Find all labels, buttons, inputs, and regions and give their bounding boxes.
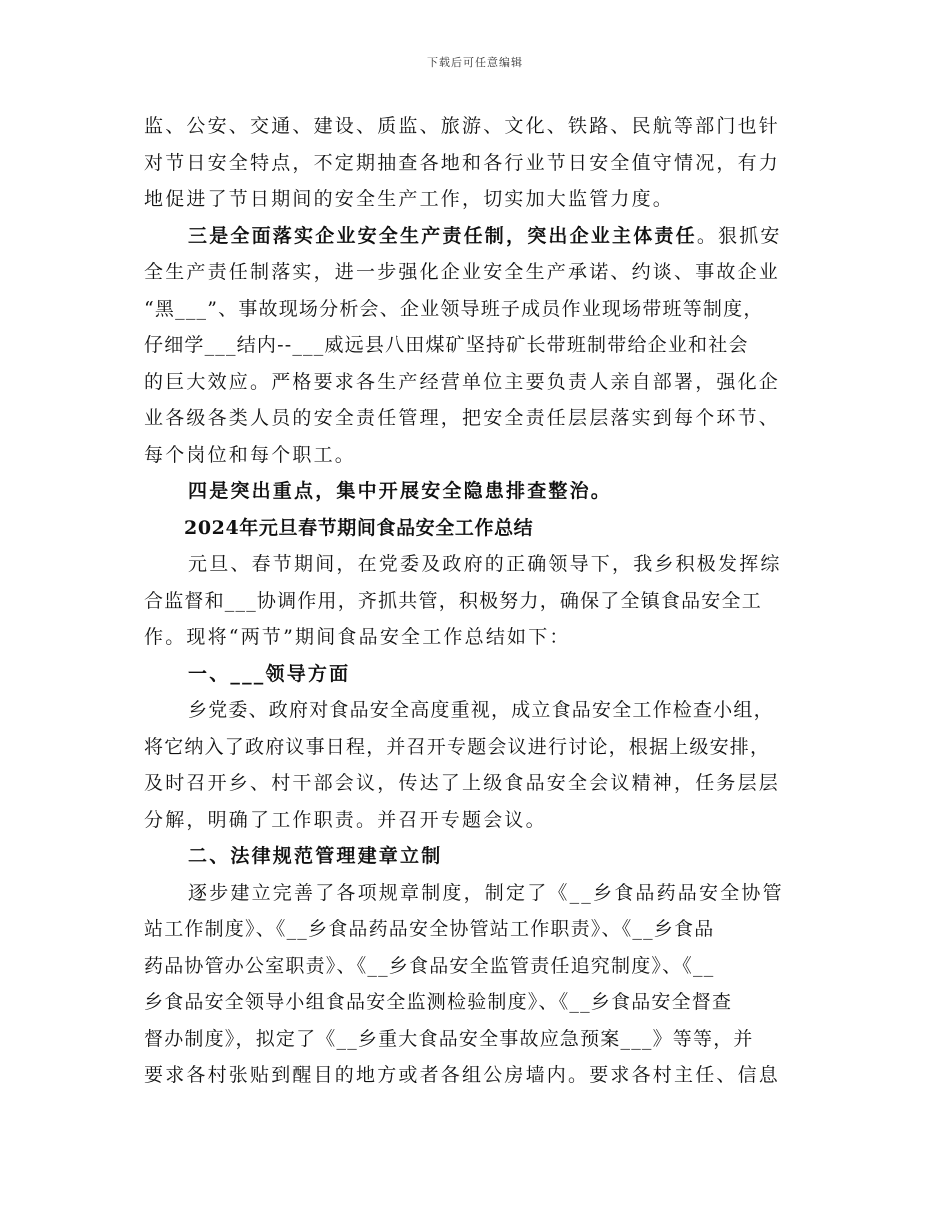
section-two-line-1: 逐步建立完善了各项规章制度，制定了《__乡食品药品安全协管 [188,881,784,904]
paragraph-line-2: 对节日安全特点，不定期抽查各地和各行业节日安全值守情况，有力 [144,151,781,174]
section-two-heading: 二、法律规范管理建章立制 [188,845,443,867]
section-two-line-5: 督办制度》，拟定了《__乡重大食品安全事故应急预案___》等等，并 [144,1027,754,1050]
paragraph-line-1: 监、公安、交通、建设、质监、旅游、文化、铁路、民航等部门也针 [144,115,781,137]
section-three-lead: 三是全面落实企业安全生产责任制，突出企业主体责任。狠抓安 [188,224,782,247]
intro-line-1: 元旦、春节期间，在党委及政府的正确领导下，我乡积极发挥综 [188,553,782,575]
intro-line-2: 合监督和___协调作用，齐抓共管，积极努力，确保了全镇食品安全工 [144,589,762,612]
document-body [144,108,810,1094]
paragraph-line-3: 地促进了节日期间的安全生产工作，切实加大监管力度。 [144,188,675,210]
section-one-line-1: 乡党委、政府对食品安全高度重视，成立食品安全工作检查小组， [188,699,774,721]
section-one-line-3: 及时召开乡、村干部会议，传达了上级食品安全会议精神，任务层层 [144,772,781,794]
document-title: 2024年元旦春节期间食品安全工作总结 [184,516,534,539]
section-one-heading: 一、___领导方面 [188,662,351,685]
section-one-line-2: 将它纳入了政府议事日程，并召开专题会议进行讨论，根据上级安排， [144,735,771,758]
paragraph-line-7: 仔细学___结内--___威远县八田煤矿坚持矿长带班制带给企业和社会 [144,334,749,356]
paragraph-line-8: 的巨大效应。严格要求各生产经营单位主要负责人亲自部署，强化企 [144,370,781,393]
section-two-line-2: 站工作制度》、《__乡食品药品安全协管站工作职责》、《__乡食品 [144,918,715,940]
paragraph-line-9: 业各级各类人员的安全责任管理，把安全责任层层落实到每个环节、 [144,407,781,429]
section-one-line-4: 分解，明确了工作职责。并召开专题会议。 [144,808,547,831]
paragraph-line-10: 每个岗位和每个职工。 [144,443,357,466]
paragraph-line-5: 全生产责任制落实，进一步强化企业安全生产承诺、约谈、事故企业 [144,261,781,283]
section-two-line-3: 药品协管办公室职责》、《__乡食品安全监管责任追究制度》、《__ [144,954,715,977]
section-four-heading: 四是突出重点，集中开展安全隐患排查整治。 [188,480,613,502]
section-two-line-6: 要求各村张贴到醒目的地方或者各组公房墙内。要求各村主任、信息 [144,1064,781,1086]
section-three-heading: 三是全面落实企业安全生产责任制，突出企业主体责任 [188,224,697,247]
paragraph-line-6: “黑___”、事故现场分析会、企业领导班子成员作业现场带班等制度， [144,297,764,320]
section-two-line-4: 乡食品安全领导小组食品安全监测检验制度》、《__乡食品安全督查 [144,991,733,1013]
page-header: 下载后可任意编辑 [427,56,523,69]
intro-line-3: 作。现将“两节”期间食品安全工作总结如下： [144,626,571,648]
